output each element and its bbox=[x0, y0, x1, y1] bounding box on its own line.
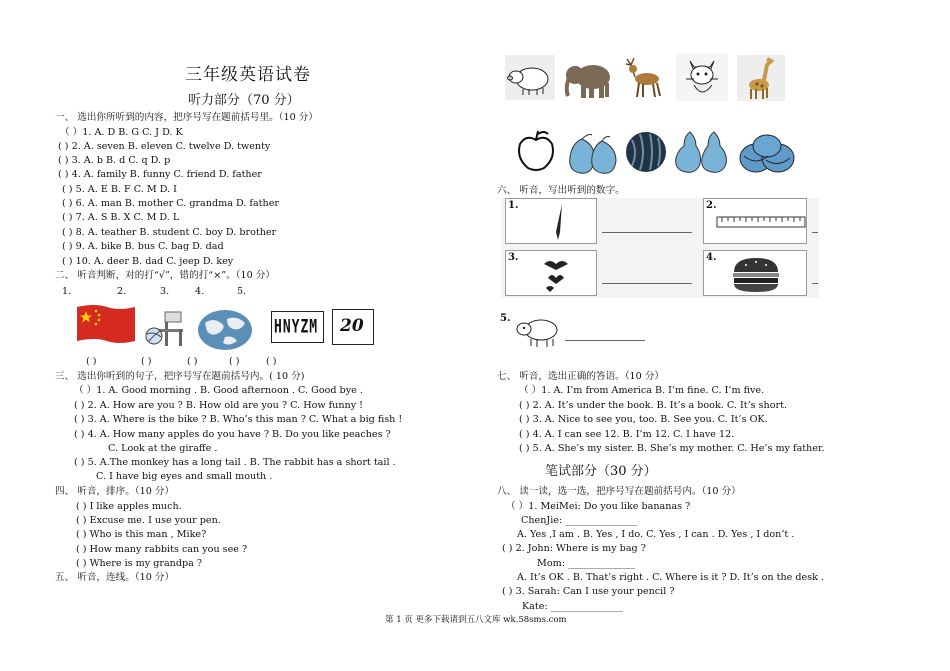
section2-bracket: ( ) bbox=[266, 356, 277, 367]
pig-icon bbox=[515, 312, 561, 350]
section1-item: ( ) 10. A. deer B. dad C. jeep D. key bbox=[62, 256, 234, 267]
number-card-label: 2. bbox=[706, 200, 717, 211]
answer-line-1 bbox=[602, 232, 692, 233]
deer-picture bbox=[621, 55, 668, 101]
section4-item: ( ) I like apples much. bbox=[76, 501, 182, 512]
number-card-label: 5. bbox=[500, 313, 511, 324]
section3-item: C. Look at the giraffe . bbox=[108, 443, 218, 454]
section8-item: ( ) 2. John: Where is my bag ? bbox=[502, 543, 646, 554]
section5-heading: 五、 听音，连线。（10 分） bbox=[55, 572, 175, 583]
number-box-value: 20 bbox=[340, 316, 364, 336]
section1-item: ( ) 9. A. bike B. bus C. bag D. dad bbox=[62, 241, 224, 252]
fruit-group-picture bbox=[738, 130, 796, 176]
section7-item: ( ) 2. A. It’s under the book. B. It’s a book. C. It’s short. bbox=[519, 400, 787, 411]
section3-item: ( ) 2. A. How are you ? B. How old are you ? C. How funny ! bbox=[74, 400, 364, 411]
section1-heading: 一、 选出你所听到的内容，把序号写在题前括号里。（10 分） bbox=[55, 112, 318, 123]
pears-picture bbox=[672, 128, 732, 176]
section2-bracket: ( ) bbox=[187, 356, 198, 367]
peaches-picture bbox=[566, 131, 621, 176]
section6-heading: 六、 听音，写出听到的数字。 bbox=[497, 185, 625, 196]
section4-heading: 四、 听音，排序。（10 分） bbox=[55, 486, 175, 497]
section2-number: 3. bbox=[160, 286, 170, 297]
section1-item: ( ) 5. A. E B. F C. M D. I bbox=[62, 184, 177, 195]
section8-item: （ ）1. MeiMei: Do you like bananas ? bbox=[506, 501, 691, 512]
number-card-label: 4. bbox=[706, 252, 717, 263]
section3-item: C. I have big eyes and small mouth . bbox=[96, 471, 273, 482]
globe-picture bbox=[197, 309, 253, 351]
section1-item: ( ) 2. A. seven B. eleven C. twelve D. twenty bbox=[58, 141, 271, 152]
section2-heading: 二、 听音判断，对的打“√”，错的打“×”。（10 分） bbox=[55, 270, 275, 281]
section1-item: ( ) 8. A. teather B. student C. boy D. brother bbox=[62, 227, 277, 238]
section2-number: 2. bbox=[117, 286, 127, 297]
section7-item: （ ）1. A. I’m from America B. I’m fine. C. I’m five. bbox=[519, 385, 765, 396]
section4-item: ( ) Where is my grandpa ? bbox=[76, 558, 203, 569]
section1-item: ( ) 7. A. S B. X C. M D. L bbox=[62, 212, 180, 223]
listening-section-title: 听力部分（70 分） bbox=[188, 93, 300, 108]
section7-item: ( ) 5. A. She’s my sister. B. She’s my mother. C. He’s my father. bbox=[519, 443, 825, 454]
answer-line-5 bbox=[565, 340, 645, 341]
page-footer: 第 1 页 更多下载请到五八文库 wk.58sms.com bbox=[385, 615, 567, 625]
section2-bracket: ( ) bbox=[229, 356, 240, 367]
section2-number: 4. bbox=[195, 286, 205, 297]
section8-item: ( ) 3. Sarah: Can I use your pencil ? bbox=[502, 586, 675, 597]
section3-item: ( ) 3. A. Where is the bike ? B. Who’s this man ? C. What a big fish ! bbox=[74, 414, 403, 425]
pig-picture bbox=[505, 55, 555, 100]
section2-number: 5. bbox=[237, 286, 247, 297]
section1-item: ( ) 3. A. b B. d C. q D. p bbox=[58, 155, 171, 166]
section8-item: Kate: _______________ bbox=[522, 601, 623, 612]
ruler-icon bbox=[716, 215, 806, 229]
section3-item: ( ) 5. A.The monkey has a long tail . B. The rabbit has a short tail . bbox=[74, 457, 396, 468]
section3-item: ( ) 4. A. How many apples do you have ? B. Do you like peaches ? bbox=[74, 429, 391, 440]
apple-picture bbox=[512, 128, 560, 174]
section4-item: ( ) How many rabbits can you see ? bbox=[76, 544, 248, 555]
section7-heading: 七、 听音，选出正确的答语。（10 分） bbox=[497, 371, 665, 382]
watermelon-picture bbox=[624, 126, 668, 174]
section1-item: （ ）1. A. D B. G C. J D. K bbox=[60, 127, 183, 138]
chair-ball-picture bbox=[143, 309, 187, 349]
pen-icon bbox=[548, 202, 568, 242]
birds-icon bbox=[538, 254, 572, 294]
section8-heading: 八、 读一读，选一选，把序号写在题前括号内。（10 分） bbox=[497, 486, 741, 497]
section4-item: ( ) Who is this man , Mike? bbox=[76, 529, 207, 540]
section8-item: ChenJie: _______________ bbox=[521, 515, 638, 526]
section2-bracket: ( ) bbox=[141, 356, 152, 367]
writing-section-title: 笔试部分（30 分） bbox=[545, 464, 657, 479]
number-card-label: 1. bbox=[508, 200, 519, 211]
section2-bracket: ( ) bbox=[86, 356, 97, 367]
giraffe-picture bbox=[737, 55, 785, 101]
number-card-label: 3. bbox=[508, 252, 519, 263]
section3-item: （ ）1. A. Good morning . B. Good afternoon . C. Good bye . bbox=[74, 385, 363, 396]
cat-picture bbox=[676, 53, 728, 101]
section7-item: ( ) 4. A. I can see 12. B. I’m 12. C. I have 12. bbox=[519, 429, 735, 440]
china-flag-picture bbox=[75, 303, 137, 345]
section4-item: ( ) Excuse me. I use your pen. bbox=[76, 515, 221, 526]
section2-number: 1. bbox=[62, 286, 72, 297]
section7-item: ( ) 3. A. Nice to see you, too. B. See you. C. It’s OK. bbox=[519, 414, 768, 425]
section1-item: ( ) 4. A. family B. funny C. friend D. father bbox=[58, 169, 262, 180]
exam-title: 三年级英语试卷 bbox=[185, 65, 311, 85]
letters-text: HNYZM bbox=[274, 317, 319, 338]
answer-line-4 bbox=[812, 283, 818, 284]
hamburger-icon bbox=[730, 256, 782, 294]
answer-line-3 bbox=[602, 283, 692, 284]
section8-item: Mom: ______________ bbox=[537, 558, 636, 569]
section8-item: A. Yes ,I am . B. Yes , I do. C. Yes , I can . D. Yes , I don’t . bbox=[517, 529, 795, 540]
section1-item: ( ) 6. A. man B. mother C. grandma D. father bbox=[62, 198, 279, 209]
elephant-picture bbox=[563, 58, 615, 101]
answer-line-2 bbox=[812, 232, 818, 233]
section3-heading: 三、 选出你听到的句子，把序号写在题前括号内。( 10 分) bbox=[55, 371, 305, 382]
section8-item: A. It’s OK . B. That’s right . C. Where is it ? D. It’s on the desk . bbox=[517, 572, 825, 583]
